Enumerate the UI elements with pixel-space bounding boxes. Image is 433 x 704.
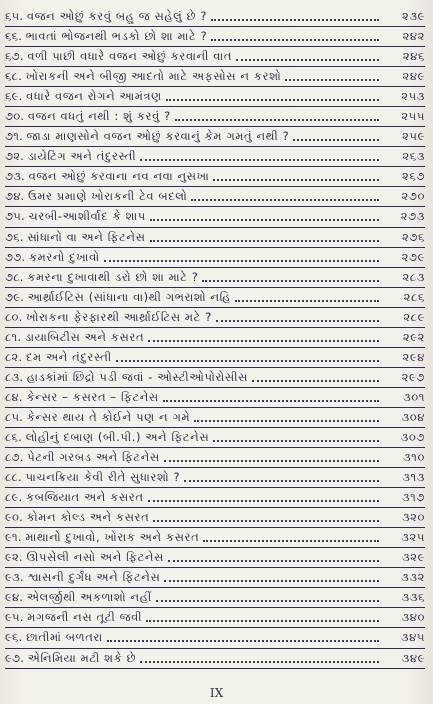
page-number: ૩૦૧ [402,389,425,404]
chapter-title: માથાનો દુખાવો, ખોરાક અને કસરત [25,530,200,545]
chapter-title: ખોરાકના ફેરફારથી આર્થ્રાઈટિસ મટે ? [26,309,212,324]
dot-leader [213,178,379,181]
chapter-title: વજન ઓછું કરવાના નવ નવા નુસખા [28,169,210,184]
dot-leader [148,339,379,342]
chapter-number: ૬૮. [5,69,23,84]
chapter-number: ૯૨. [5,550,23,565]
dot-leader [166,98,379,101]
dot-leader [168,559,379,562]
chapter-number: ૮૨. [5,349,23,364]
chapter-title: સાંધાનો વા અને ફિટનેસ [27,229,146,244]
page-number: ૨૬૩ [402,149,425,164]
chapter-title: આર્થ્રાઈટિસ (સાંધાના વા)થી ગભરાશો નહિ [27,289,232,304]
toc-entry [5,107,425,127]
chapter-number: ૮૮. [5,470,22,485]
dot-leader [252,379,379,382]
page-number: ૨૪૯ [402,69,425,84]
page-number: ૩૨૯ [401,550,425,565]
page-folio: IX [209,686,224,700]
chapter-title: એનિમિયા મટી શકે છે [27,650,137,665]
toc-entry [5,548,425,568]
chapter-title: કમરનો દુખાવો [28,249,100,264]
dot-leader [140,158,379,161]
dot-leader [293,138,379,141]
toc-entry [5,608,425,628]
dot-leader [175,118,379,121]
chapter-title: ડાયાબિટીસ અને કસરત [24,329,145,344]
chapter-title: એલર્જીથી અકળાશો નહીં [26,590,152,605]
dot-leader [191,198,379,201]
page-number: ૨૮૩ [402,269,425,284]
page-number: ૩૨૦ [401,510,425,525]
chapter-number: ૯૪. [5,590,24,605]
dot-leader [107,639,379,642]
toc-entry [5,348,425,368]
chapter-title: વધારે વજન રોગને આમંત્રણ [26,89,162,104]
dot-leader [202,279,379,282]
chapter-number: ૮૩. [5,369,24,384]
chapter-number: ૮૫. [5,409,24,424]
page-number: ૨૭૬ [402,229,425,244]
chapter-title: ભાવતાં ભોજનથી ભડકો છો શા માટે ? [25,29,208,44]
chapter-number: ૭૩. [5,169,25,184]
page-number: ૩૦૭ [400,430,425,444]
chapter-title: વળી પાછી વધારે વજન ઓછું કરવાની વાત [27,49,233,64]
page-number: ૨૯૭ [401,369,425,384]
page-number: ૩૧૦ [402,450,425,465]
chapter-title: ડાયેટિંગ અને તંદુરસ્તી [27,149,137,164]
dot-leader [213,439,379,442]
chapter-number: ૭૬. [5,229,24,244]
chapter-number: ૯૧. [5,530,22,545]
chapter-title: છાતીમાં બળતરા [26,630,103,645]
chapter-title: ઊપસેલી નસો અને ફિટનેસ [26,550,164,565]
page-number: ૨૭૦ [401,189,425,204]
chapter-number: ૯૬. [5,630,23,645]
toc-entry [5,7,425,27]
chapter-title: હાડકાંમાં છિદ્રો પડી જવાં - ઓસ્ટીઓપોરોસીસ [26,369,249,384]
toc-entry [5,187,425,207]
chapter-number: ૭૯. [5,289,25,304]
chapter-title: કમરના દુખાવાથી ડરો છો શા માટે ? [27,269,199,284]
toc-entry [5,428,425,448]
dot-leader [163,399,379,402]
page-number: ૩૨૫ [401,530,425,545]
toc-entry [5,588,425,608]
chapter-title: દમ અને તંદુરસ્તી [26,349,112,364]
chapter-number: ૮૦. [5,309,23,324]
chapter-title: ખોરાકની અને બીજી આદતો માટે અફસોસ ન કરશો [25,69,282,84]
toc-entry [5,649,425,669]
dot-leader [211,38,379,41]
dot-leader [235,299,379,302]
toc-entry [5,127,425,147]
page-number: ૨૯૨ [402,329,425,344]
page-number: ૨૫૯ [402,129,425,144]
toc-entry [5,568,425,588]
page-number: ૩૩૨ [401,570,425,585]
chapter-number: ૯૩. [5,570,24,585]
chapter-number: ૮૪. [5,389,23,404]
dot-leader [285,78,379,81]
toc-entry [5,47,425,67]
chapter-title: લોહીનું દબાણ (બી.પી.) અને ફિટનેસ [25,430,210,444]
toc-entry [5,368,425,388]
chapter-number: ૭૫. [5,209,25,224]
dot-leader [164,459,379,462]
chapter-number: ૯૦. [5,510,23,525]
toc-entry [5,308,425,328]
dot-leader [150,218,379,221]
chapter-title: પેટની ગરબડ અને ફિટનેસ [27,450,160,465]
toc-entry [5,288,425,308]
page-number: ૨૮૯ [403,309,425,324]
page-number: ૩૧૩ [402,470,425,485]
toc-entry [5,388,425,408]
chapter-title: જાડા માણસોને વજન ઓછું કરવાનું કેમ ગમતું નથી ? [26,129,290,144]
dot-leader [156,599,379,602]
chapter-title: ઉંમર પ્રમાણે ખોરાકની ટેવ બદલો [28,189,188,204]
chapter-number: ૮૭. [5,450,24,465]
toc-entry [5,147,425,167]
chapter-title: ચરબી-આશીર્વાદ કે શાપ [28,209,146,224]
chapter-number: ૮૧. [5,329,22,344]
dot-leader [216,319,379,322]
page-number: ૨૮૬ [403,289,425,304]
chapter-number: ૭૦. [5,109,25,124]
dot-leader [184,479,379,482]
chapter-number: ૬૭. [5,49,24,64]
toc-entry [5,328,425,348]
page-number: ૩૩૬ [401,590,425,605]
chapter-number: ૮૯. [5,490,23,505]
dot-leader [236,58,379,61]
toc-entry [5,448,425,468]
chapter-number: ૭૮. [5,269,24,284]
toc-entry [5,228,425,248]
chapter-title: વજન વધતું નથી : શું કરવું ? [27,109,171,124]
dot-leader [146,619,379,622]
chapter-number: ૯૭. [5,650,25,665]
chapter-title: કોમન કોલ્ડ અને કસરત [26,510,150,525]
page-number: ૩૧૭ [401,490,425,505]
chapter-number: ૯૫. [5,610,24,625]
chapter-number: ૬૬. [5,29,23,44]
page-number: ૨૪૬ [402,49,425,64]
chapter-title: શ્વાસની દુર્ગંધ અને ફિટનેસ [27,570,161,585]
chapter-title: કબજિયાત અને કસરત [26,490,144,505]
page-number: ૨૭૯ [401,249,425,264]
chapter-title: વજન ઓછું કરવું બહુ જ સહેલું છે ? [26,9,208,24]
chapter-title: કેન્સર થાય તે કોઈને પણ ન ગમે [26,409,191,424]
chapter-number: ૭૭. [5,249,26,264]
chapter-title: મગજની નસ તૂટી જવી [27,610,143,625]
chapter-number: ૮૬. [5,430,23,444]
page-number: ૨૫૫ [401,109,425,124]
toc-entry [5,408,425,428]
toc-entry [5,268,425,288]
dot-leader [164,579,379,582]
table-of-contents [5,7,425,669]
toc-entry [5,628,425,648]
dot-leader [153,519,379,522]
toc-entry [5,27,425,47]
toc-entry [5,468,425,488]
dot-leader [150,239,380,242]
dot-leader [148,499,379,502]
chapter-number: ૭૨. [5,149,24,164]
chapter-title: પાચનક્રિયા કેવી રીતે સુધારશો ? [25,470,181,485]
page-number: ૩૪૯ [401,650,425,665]
page-number: ૨૯૪ [402,349,425,364]
dot-leader [104,259,379,262]
dot-leader [203,539,379,542]
toc-entry [5,508,425,528]
toc-entry [5,488,425,508]
toc-entry [5,87,425,107]
page-number: ૨૭૩ [400,209,425,224]
chapter-number: ૭૧. [5,129,23,144]
toc-entry [5,67,425,87]
toc-entry [5,167,425,187]
page-number: ૩૪૦ [401,610,425,625]
dot-leader [116,359,379,362]
toc-entry [5,248,425,268]
page-number: ૨૫૩ [401,89,425,104]
chapter-number: ૭૪. [5,189,25,204]
dot-leader [211,18,379,21]
chapter-number: ૬૫. [5,9,24,24]
chapter-title: કેન્સર – કસરત – ફિટનેસ [26,389,159,404]
page-number: ૨૩૯ [401,9,425,24]
dot-leader [140,660,379,663]
dot-leader [194,419,379,422]
page-number: ૩૪૫ [400,630,425,645]
toc-entry [5,528,425,548]
page-number: ૨૪૨ [402,29,425,44]
page-number: ૨૬૭ [402,169,425,184]
toc-entry [5,207,425,227]
chapter-number: ૬૯. [5,89,23,104]
page-number: ૩૦૪ [401,409,425,424]
